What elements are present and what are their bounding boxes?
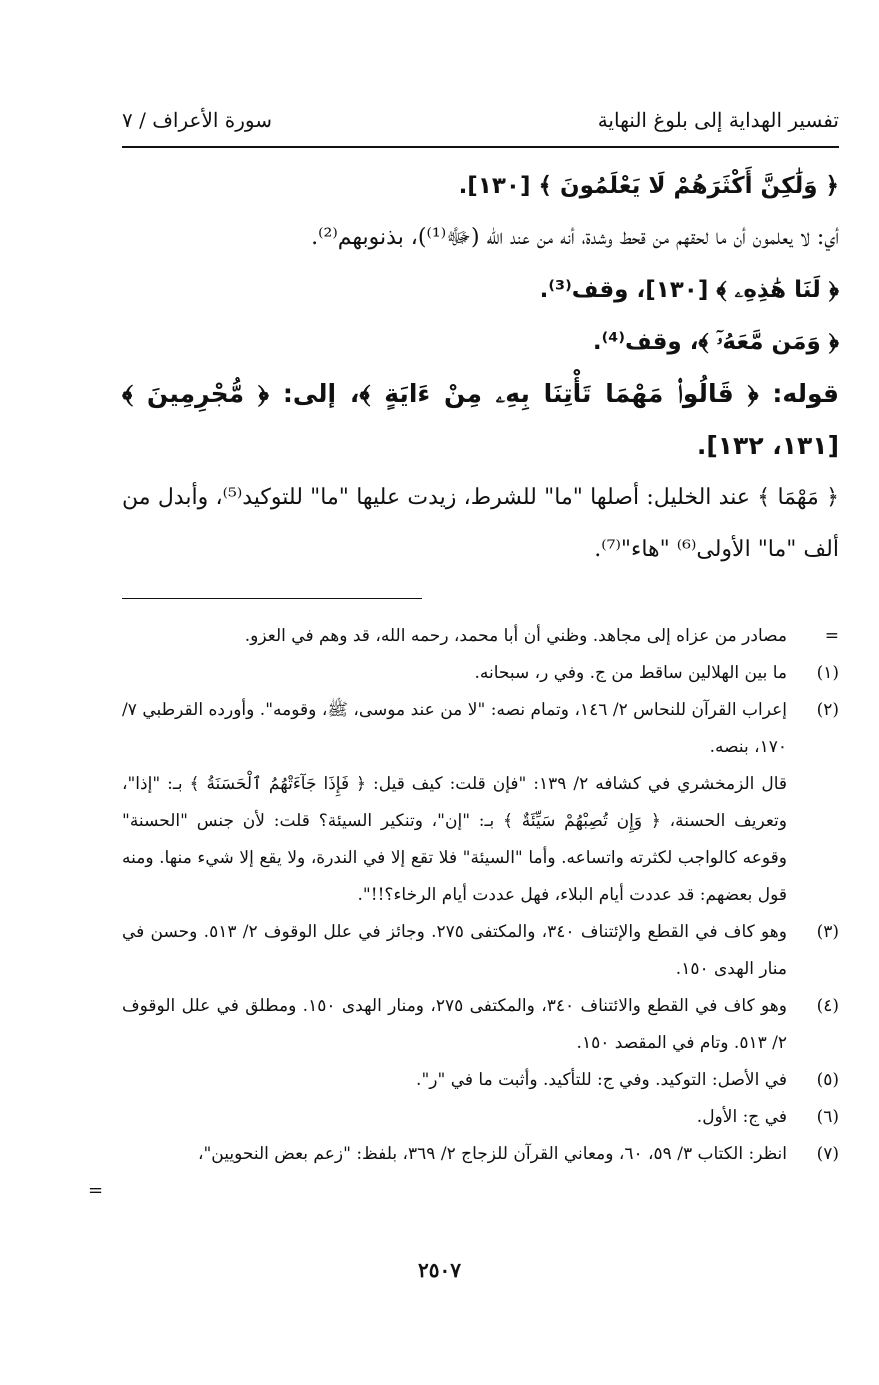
footnote-item [122,618,839,655]
footnote-text: ما بين الهلالين ساقط من ج. وفي ر، سبحانه. [474,663,787,683]
footnote-text: في الأصل: التوكيد. وفي ج: للتأكيد. وأثبت ما في "ر". [416,1070,787,1090]
footnote-item [122,914,839,988]
surah-page-label: سورة الأعراف / ٧ [122,108,273,132]
main-text [122,160,839,576]
footnote-number: (٧) [816,1144,839,1164]
running-header [122,100,839,140]
footnote-number [787,766,839,914]
commentary-paragraph: أي: لا يعلمون أن ما لحقهم من قحط وشدة، أنه من عند الله (ﷻ⁽¹⁾)، بذنوبهم⁽²⁾. [311,225,839,250]
footnote-number: (٤) [816,996,839,1016]
footnote-continuation [122,766,839,914]
header-rule [122,146,839,148]
footnote-item [122,1062,839,1099]
book-title: تفسير الهداية إلى بلوغ النهاية [597,108,839,132]
continuation-mark: = [88,1180,104,1201]
footnotes [122,618,839,1173]
verse-line: ﴿ لَنَا هَٰذِهِۦ ﴾ [١٣٠]، وقف⁽³⁾. [539,277,839,303]
footnote-number: (٢) [816,700,839,720]
verse-heading: قوله: ﴿ قَالُوا۟ مَهْمَا تَأْتِنَا بِهِۦ مِنْ ءَايَةٍ ﴾، إلى: ﴿ مُّجْرِمِينَ ﴾ [١٣١، ١٣٢]. [122,379,839,460]
footnote-item [122,1099,839,1136]
footnote-text: في ج: الأول. [696,1107,787,1127]
footnote-text: إعراب القرآن للنحاس ٢/ ١٤٦، وتمام نصه: "لا من عند موسى، ﷺ، وقومه". وأورده القرطبي ٧/ ١٧٠، بنصه. [122,700,788,757]
footnote-number: (١) [816,663,839,683]
footnote-text: وهو كاف في القطع والإئتناف ٣٤٠، والمكتفى ٢٧٥. وجائز في علل الوقوف ٢/ ٥١٣. وحسن في منار الهدى ١٥٠. [122,922,787,979]
footnote-item [122,655,839,692]
footnote-text: قال الزمخشري في كشافه ٢/ ١٣٩: "فإن قلت: كيف قيل: ﴿ فَإِذَا جَآءَتْهُمُ ٱلْحَسَنَةُ ﴾ بـ: "إذا"، وتعريف الحسنة، ﴿ وَإِن تُصِبْهُمْ سَيِّئَةٌ ﴾ بـ: "إن"، وتنكير السيئة؟ قلت: لأن جنس "الحسنة" وقوعه كالواجب لكثرته واتساعه. وأما "السيئة" فلا تقع إلا في الندرة، ولا يقع إلا شيء منها. ومنه قول بعضهم: قد عددت أيام البلاء، فهل عددت أيام الرخاء؟!!". [122,774,787,905]
footnote-number: (٣) [816,922,839,942]
footnote-item [122,692,839,766]
footnote-text: وهو كاف في القطع والائتناف ٣٤٠، والمكتفى ٢٧٥، ومنار الهدى ١٥٠. ومطلق في علل الوقوف ٢/ ٥١٣. وتام في المقصد ١٥٠. [122,996,787,1053]
footnote-number: (٦) [816,1107,839,1127]
footnote-text: مصادر من عزاه إلى مجاهد. وظني أن أبا محمد، رحمه الله، قد وهم في العزو. [244,626,787,646]
verse-line: ﴿ وَلَٰكِنَّ أَكْثَرَهُمْ لَا يَعْلَمُونَ ﴾ [١٣٠]. [458,173,839,199]
footnote-item [122,1136,839,1173]
footnote-number: (٥) [816,1070,839,1090]
page-number: ٢٥٠٧ [418,1258,461,1282]
footnote-item [122,988,839,1062]
footnote-separator [122,598,422,599]
footnote-number: = [824,626,839,646]
commentary-paragraph: ﴿ مَهْمَا ﴾ عند الخليل: أصلها "ما" للشرط، زيدت عليها "ما" للتوكيد⁽⁵⁾، وأبدل من ألف "ما" الأولى⁽⁶⁾ "هاء"⁽⁷⁾. [122,485,839,562]
verse-line: ﴿ وَمَن مَّعَهُۥٓ ﴾، وقف⁽⁴⁾. [592,329,839,355]
footnote-text: انظر: الكتاب ٣/ ٥٩، ٦٠، ومعاني القرآن للزجاج ٢/ ٣٦٩، بلفظ: "زعم بعض النحويين"، [197,1144,787,1164]
